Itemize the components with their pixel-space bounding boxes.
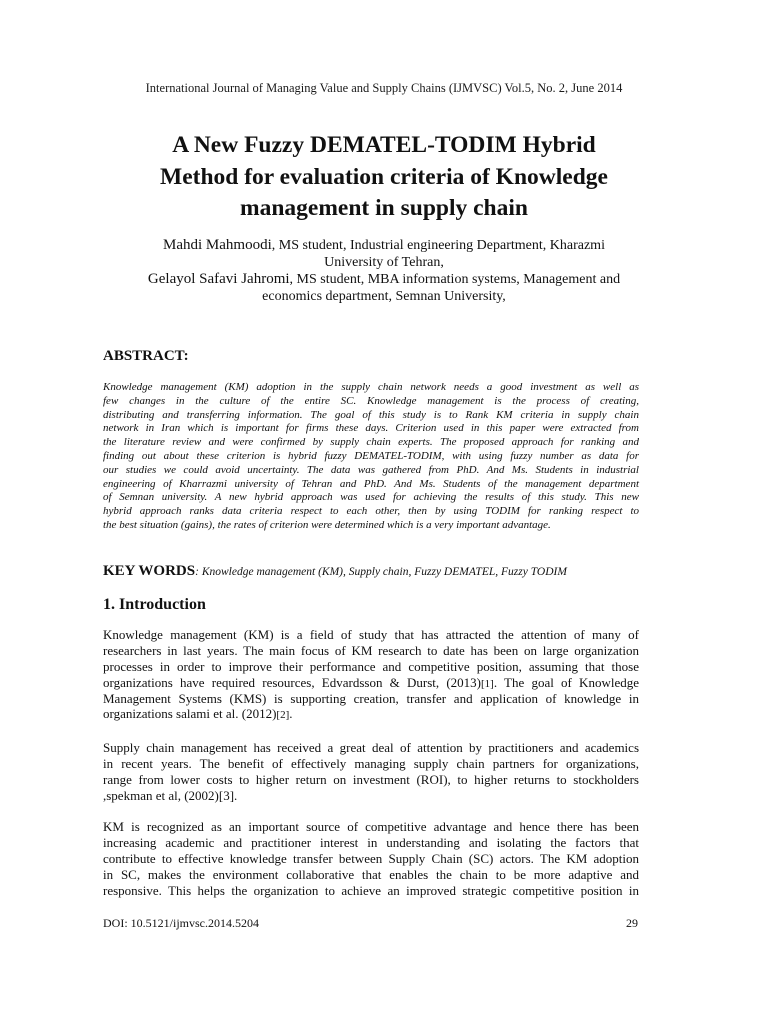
author-line — [84, 237, 684, 254]
author-name: Mahdi Mahmoodi — [163, 237, 272, 253]
abstract-line: distributing and transferring information. The goal of this study is to Rank KM criteria in supply chain — [103, 408, 639, 421]
paragraph-line: in recent years. The benefit of effectively managing supply chain partners for organizations, — [103, 755, 639, 771]
keywords-separator: : — [195, 566, 202, 578]
running-header: International Journal of Managing Value and Supply Chains (IJMVSC) Vol.5, No. 2, June 2014 — [145, 81, 623, 95]
keywords-text: Knowledge management (KM), Supply chain, Fuzzy DEMATEL, Fuzzy TODIM — [201, 566, 567, 578]
author-affiliation: economics department, Semnan University, — [262, 289, 506, 304]
abstract-line: few changes in the culture of the entire SC. Knowledge management is the process of creating, — [103, 394, 639, 407]
paragraph-text: organizations salami et al. (2012) — [103, 706, 277, 722]
paragraph-line: Supply chain management has received a great deal of attention by practitioners and academics — [103, 740, 639, 755]
abstract-line: Knowledge management (KM) adoption in the supply chain network needs a good investment as well as — [103, 381, 639, 393]
paragraph-text: organizations have required resources, Edvardsson & Durst, (2013) — [103, 674, 481, 690]
author-affiliation: , MS student, Industrial engineering Department, Kharazmi — [271, 238, 605, 253]
paragraph-line: in SC, makes the environment collaborative that enables the chain to be more adaptive and — [103, 866, 639, 882]
abstract-line: the best situation (gains), the rates of criterion were determined which is a very important advantage. — [103, 518, 551, 531]
title-line: management in supply chain — [240, 195, 528, 221]
author-name: Gelayol Safavi Jahromi — [147, 271, 290, 287]
paragraph-text: . — [289, 706, 293, 722]
paragraph-line: Management Systems (KMS) is supporting creation, transfer and application of knowledge in — [103, 690, 639, 706]
paragraph-line: ,spekman et al, (2002)[3]. — [103, 787, 238, 803]
abstract-line: of Semnan university. A new hybrid approach was used for achieving the results of this study. This new — [103, 491, 639, 504]
title-line: A New Fuzzy DEMATEL-TODIM Hybrid — [172, 132, 596, 158]
author-affiliation: , MS student, MBA information systems, Management and — [289, 272, 621, 287]
abstract-line: engineering of Kharrazmi university of Tehran and PhD. And Ms. Students of the management department — [103, 477, 639, 490]
citation-ref: [1] — [480, 677, 494, 690]
paragraph-text: . The goal of Knowledge — [493, 674, 639, 690]
paragraph-line — [103, 706, 639, 722]
paragraph-line: responsive. This helps the organization to achieve an improved strategic competitive position in — [103, 882, 639, 898]
paragraph-line: increasing academic and practitioner interest in understanding and isolating the factors that — [103, 834, 639, 850]
keywords — [103, 562, 663, 580]
abstract-line: network in Iran which is important for firms these days. Criterion used in this paper were extracted from — [103, 422, 639, 435]
abstract-line: hybrid approach ranks data criteria respect to each other, then by using TODIM for ranking respect to — [103, 505, 639, 518]
page-number: 29 — [626, 916, 638, 930]
paragraph — [103, 740, 639, 804]
paragraph-line: Knowledge management (KM) is a field of study that has attracted the attention of many of — [103, 627, 639, 642]
paragraph-line: KM is recognized as an important source of competitive advantage and hence there has been — [103, 819, 639, 834]
paragraph-line: contribute to effective knowledge transfer between Supply Chain (SC) actors. The KM adoption — [103, 850, 639, 866]
abstract-body — [103, 381, 639, 533]
paragraph-line — [103, 675, 639, 691]
abstract-line: our studies we could avoid uncertainty. The data was gathered from PhD. And Ms. Students in industrial — [103, 463, 639, 476]
citation-ref: [2] — [276, 709, 290, 722]
title-line: Method for evaluation criteria of Knowledge — [160, 163, 608, 190]
abstract-line: finding out about these criterion is hybrid fuzzy DEMATEL-TODIM, with using fuzzy number as data for — [103, 449, 639, 462]
paragraph-line: researchers in last years. The main focus of KM research to date has been on large organization — [103, 642, 639, 658]
abstract-line: the literature review and were confirmed by supply chain experts. The proposed approach for ranking and — [103, 436, 639, 449]
section-heading-introduction: 1. Introduction — [103, 596, 206, 613]
paragraph-line: processes in order to improve their performance and competitive position, assuming that those — [103, 658, 639, 674]
paragraph — [103, 627, 639, 722]
author-block — [84, 237, 684, 305]
author-line — [84, 271, 684, 288]
paragraph — [103, 819, 639, 898]
paper-title — [80, 130, 688, 225]
footer-doi: DOI: 10.5121/ijmvsc.2014.5204 — [103, 916, 259, 930]
keywords-label: KEY WORDS — [103, 563, 196, 579]
paragraph-line: range from lower costs to higher return on investment (ROI), to higher returns to stockholders — [103, 771, 639, 787]
abstract-heading: ABSTRACT: — [103, 348, 189, 364]
author-affiliation: University of Tehran, — [324, 255, 444, 270]
